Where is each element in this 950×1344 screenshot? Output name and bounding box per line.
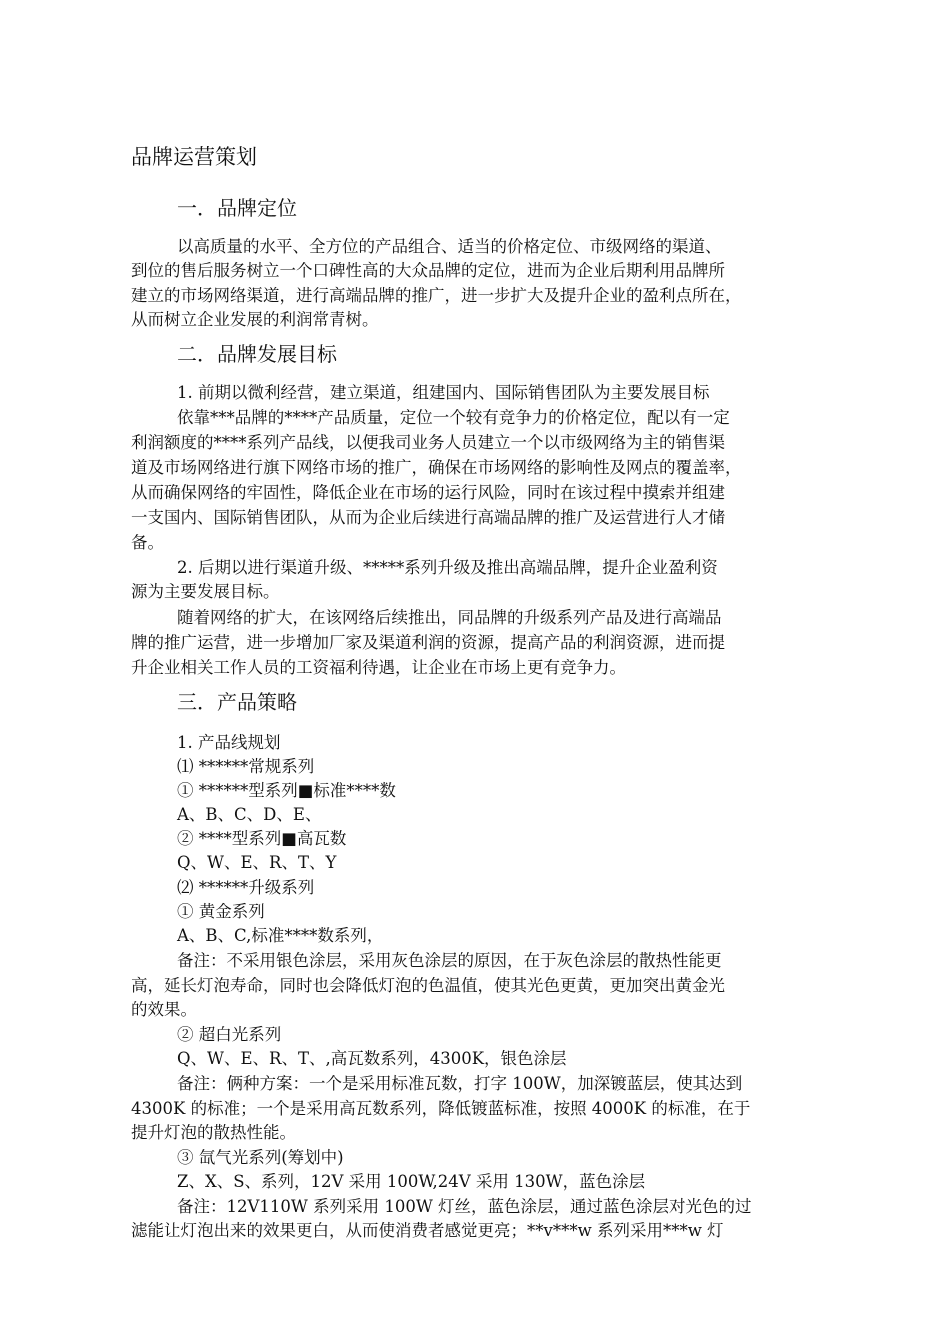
paragraph-line: 从而确保网络的牢固性，降低企业在市场的运行风险，同时在该过程中摸索并组建: [131, 483, 725, 502]
list-item: 1. 前期以微利经营，建立渠道，组建国内、国际销售团队为主要发展目标: [177, 383, 710, 402]
list-item: ⑵ ******升级系列: [177, 878, 315, 897]
list-item: 1. 产品线规划: [177, 733, 281, 752]
paragraph-line: 建立的市场网络渠道，进行高端品牌的推广，进一步扩大及提升企业的盈利点所在，: [131, 286, 742, 305]
paragraph-line: 以高质量的水平、全方位的产品组合、适当的价格定位、市级网络的渠道、: [177, 237, 722, 256]
paragraph-line: 依靠***品牌的****产品质量，定位一个较有竞争力的价格定位，配以有一定: [177, 408, 730, 427]
section-heading-goals: 二．品牌发展目标: [177, 342, 337, 366]
section-heading-positioning: 一．品牌定位: [177, 196, 297, 220]
paragraph-line: 从而树立企业发展的利润常青树。: [131, 310, 379, 329]
note-line: 高，延长灯泡寿命，同时也会降低灯泡的色温值，使其光色更黄，更加突出黄金光: [131, 976, 725, 995]
list-item: Q、W、E、R、T、Y: [177, 853, 337, 872]
list-item: ② 超白光系列: [177, 1025, 282, 1044]
list-item: A、B、C、D、E、: [177, 805, 322, 824]
list-item-continuation: 源为主要发展目标。: [131, 582, 280, 601]
page-title: 品牌运营策划: [131, 145, 257, 169]
note-line: 备注：不采用银色涂层，采用灰色涂层的原因，在于灰色涂层的散热性能更: [177, 951, 722, 970]
paragraph-line: 备。: [131, 533, 164, 552]
list-item: A、B、C,标准****数系列，: [177, 926, 384, 945]
note-line: 提升灯泡的散热性能。: [131, 1123, 296, 1142]
note-line: 4300K 的标准；一个是采用高瓦数系列，降低镀蓝标准，按照 4000K 的标准，在于: [131, 1099, 751, 1118]
paragraph-line: 升企业相关工作人员的工资福利待遇，让企业在市场上更有竞争力。: [131, 658, 626, 677]
note-line: 滤能让灯泡出来的效果更白，从而使消费者感觉更亮；**v***w 系列采用***w 灯: [131, 1221, 724, 1240]
section-heading-product: 三．产品策略: [177, 690, 297, 714]
list-item: Z、X、S、系列，12V 采用 100W,24V 采用 130W，蓝色涂层: [177, 1172, 646, 1191]
list-item: ⑴ ******常规系列: [177, 757, 315, 776]
paragraph-line: 道及市场网络进行旗下网络市场的推广，确保在市场网络的影响性及网点的覆盖率，: [131, 458, 742, 477]
list-item: ② ****型系列■高瓦数: [177, 829, 347, 848]
list-item: ① ******型系列■标准****数: [177, 781, 396, 800]
paragraph-line: 一支国内、国际销售团队，从而为企业后续进行高端品牌的推广及运营进行人才储: [131, 508, 725, 527]
paragraph-line: 到位的售后服务树立一个口碑性高的大众品牌的定位，进而为企业后期利用品牌所: [131, 261, 725, 280]
list-item: ① 黄金系列: [177, 902, 265, 921]
note-line: 的效果。: [131, 1000, 197, 1019]
list-item: 2. 后期以进行渠道升级、*****系列升级及推出高端品牌，提升企业盈利资: [177, 558, 718, 577]
paragraph-line: 利润额度的****系列产品线，以便我司业务人员建立一个以市级网络为主的销售渠: [131, 433, 725, 452]
note-line: 备注：俩种方案：一个是采用标准瓦数，打字 100W，加深镀蓝层，使其达到: [177, 1074, 743, 1093]
note-line: 备注：12V110W 系列采用 100W 灯丝，蓝色涂层，通过蓝色涂层对光色的过: [177, 1197, 752, 1216]
list-item: ③ 氙气光系列(筹划中): [177, 1148, 344, 1167]
list-item: Q、W、E、R、T、,高瓦数系列，4300K，银色涂层: [177, 1049, 567, 1068]
paragraph-line: 牌的推广运营，进一步增加厂家及渠道利润的资源，提高产品的利润资源，进而提: [131, 633, 725, 652]
paragraph-line: 随着网络的扩大，在该网络后续推出，同品牌的升级系列产品及进行高端品: [177, 608, 722, 627]
